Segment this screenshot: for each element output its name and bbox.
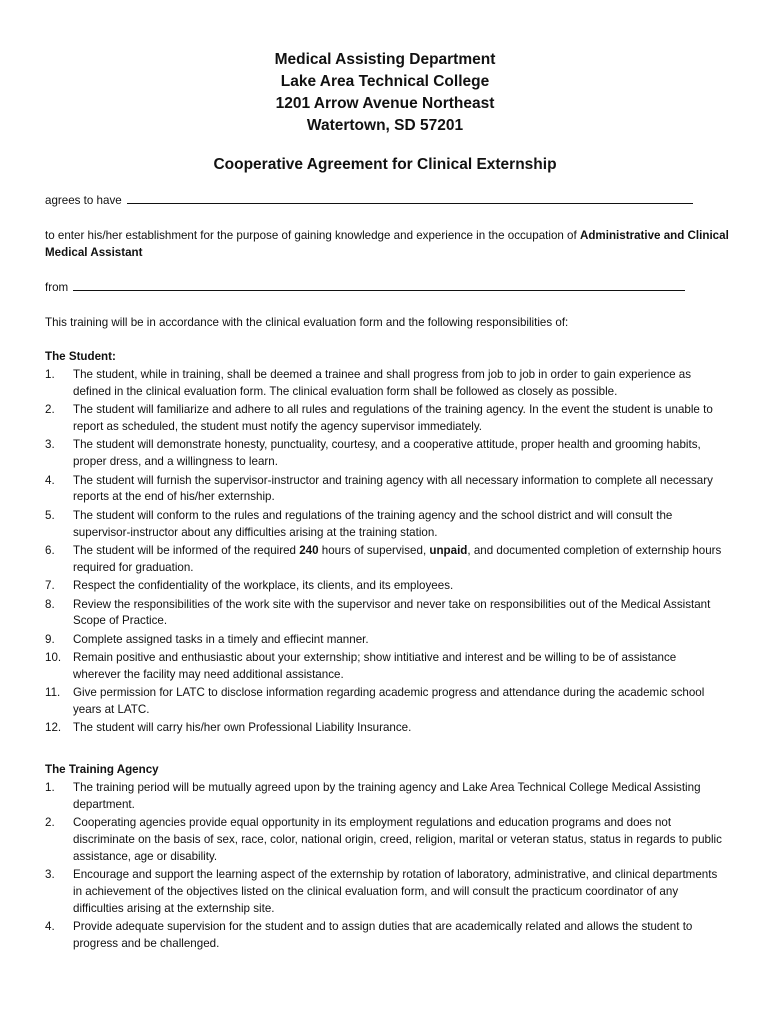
header-department: Medical Assisting Department [274, 51, 496, 68]
list-item: 2. The student will familiarize and adhere to all rules and regulations of the training agency. In the event the student is unable to report as scheduled, the student must notify the agency supervisor immediately. [45, 403, 713, 433]
header-city: Watertown, SD 57201 [306, 117, 464, 134]
list-item: 9. Complete assigned tasks in a timely and effiecint manner. [45, 632, 369, 646]
document-title: Cooperative Agreement for Clinical Externship [213, 156, 557, 173]
agency-name-field[interactable] [127, 192, 693, 204]
student-list [45, 367, 725, 739]
list-item: 5. The student will conform to the rules and regulations of the training agency and the school district and will consult the supervisor-instructor about any difficulties arising at the training station. [45, 508, 673, 539]
header-college: Lake Area Technical College [280, 73, 490, 90]
intro-text: This training will be in accordance with the clinical evaluation form and the following responsibilities of: [45, 316, 569, 329]
list-item: 4. Provide adequate supervision for the student and to assign duties that are academically related and allows the student to progress and be challenged. [45, 920, 693, 950]
agency-list [45, 780, 725, 954]
list-item: 3. Encourage and support the learning aspect of the externship by rotation of laboratory, administrative, and clinical departments in achievement of the objectives listed on the clinical evaluation form, and will consult the practicum coordinator of any difficulties arising at the externship site. [45, 868, 718, 915]
agrees-line [45, 192, 693, 209]
list-item: 4. The student will furnish the supervisor-instructor and training agency with all necessary information to complete all necessary reports at the end of his/her externship. [45, 473, 713, 504]
list-item: 6. The student will be informed of the required 240 hours of supervised, unpaid, and documented completion of externship hours required for graduation. [45, 543, 722, 574]
from-line [45, 279, 685, 296]
from-label: from [45, 281, 69, 294]
agency-heading: The Training Agency [45, 763, 159, 776]
list-item: 3. The student will demonstrate honesty, punctuality, courtesy, and a cooperative attitude, proper health and grooming habits, proper dress, and a willingness to learn. [45, 438, 701, 469]
list-item: 10. Remain positive and enthusiastic about your externship; show intitiative and interest and be willing to be of assistance wherever the facility may need additional assistance. [45, 651, 677, 681]
student-name-field[interactable] [73, 279, 685, 291]
purpose-text: to enter his/her establishment for the purpose of gaining knowledge and experience in the occupation of [45, 229, 577, 242]
occupation-name: Administrative and Clinical Medical Assistant [45, 229, 729, 259]
student-heading: The Student: [45, 350, 116, 363]
list-item: 7. Respect the confidentiality of the workplace, its clients, and its employees. [45, 579, 454, 593]
purpose-paragraph [45, 227, 735, 261]
list-item: 8. Review the responsibilities of the work site with the supervisor and never take on responsibilities out of the Medical Assistant Scope of Practice. [45, 597, 711, 628]
list-item: 12. The student will carry his/her own Professional Liability Insurance. [45, 721, 412, 735]
department-header [0, 49, 770, 137]
list-item: 2. Cooperating agencies provide equal opportunity in its employment regulations and education programs and does not discriminate on the basis of sex, race, color, national origin, creed, religion, marital or veteran status, status in regards to public assistance, age or disability. [45, 816, 722, 863]
header-street: 1201 Arrow Avenue Northeast [275, 95, 495, 112]
list-item: 11. Give permission for LATC to disclose information regarding academic progress and attendance during the academic school years at LATC. [45, 686, 705, 717]
agrees-label: agrees to have [45, 194, 122, 207]
list-item: 1. The training period will be mutually agreed upon by the training agency and Lake Area Technical College Medical Assisting department. [45, 781, 701, 811]
list-item: 1. The student, while in training, shall be deemed a trainee and shall progress from job to job in order to gain experience as defined in the clinical evaluation form. The clinical evaluation form shall be followed as closely as possible. [45, 368, 692, 398]
